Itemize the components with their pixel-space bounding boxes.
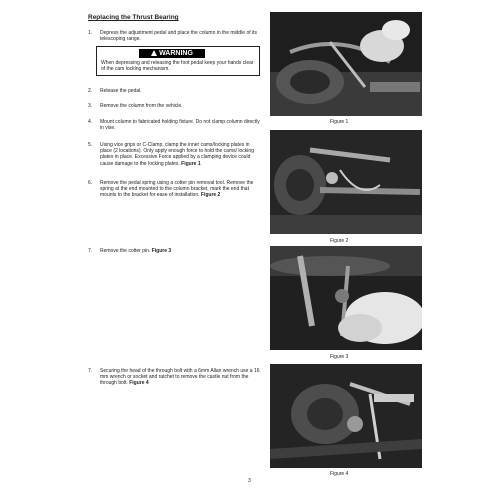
page-number: 3 bbox=[248, 478, 251, 484]
step-text: Using vice grips or C-Clamp, clamp the inner cams/locking plates in place (2 locations). Only apply enough force to hold the cams/ locking plates in place. Excessive Force applied by a clamping device could cause damage to the locking plates. bbox=[100, 142, 254, 167]
warning-triangle-icon bbox=[151, 50, 157, 56]
figure-reference: Figure 1 bbox=[181, 160, 201, 167]
figure-3-photo bbox=[270, 246, 422, 350]
step-number: 5. bbox=[88, 142, 93, 148]
figure-4-caption: Figure 4 bbox=[330, 471, 349, 477]
step-number: 7. bbox=[88, 368, 93, 374]
warning-header bbox=[139, 49, 205, 58]
step-number: 7. bbox=[88, 248, 93, 254]
warning-label: WARNING bbox=[159, 50, 193, 57]
figure-1-photo bbox=[270, 12, 422, 116]
figure-reference: Figure 3 bbox=[151, 248, 172, 254]
figure-reference: Figure 4 bbox=[129, 380, 149, 387]
step-number: 4. bbox=[88, 119, 93, 125]
step-number: 2. bbox=[88, 88, 93, 94]
figure-3-caption: Figure 3 bbox=[330, 354, 349, 360]
step-number: 1. bbox=[88, 30, 93, 36]
figure-1-caption: Figure 1 bbox=[330, 119, 349, 125]
figure-reference: Figure 2 bbox=[200, 192, 221, 199]
step-number: 3. bbox=[88, 103, 93, 109]
figure-2-caption: Figure 2 bbox=[330, 238, 349, 244]
step-number: 6. bbox=[88, 180, 93, 186]
step-text: Remove the column from the vehicle. bbox=[100, 103, 183, 109]
page-title: Replacing the Thrust Bearing bbox=[88, 14, 179, 21]
step-text: Remove the cotter pin. bbox=[100, 248, 151, 254]
warning-text: When depressing and releasing the foot pedal keep your hands clear of the cam locking mechanism. bbox=[101, 60, 254, 73]
step-text: Depress the adjustment pedal and place the column in the middle of its telescoping range. bbox=[100, 30, 258, 43]
step-text: Remove the pedal spring using a cotter pin removal tool. Remove the spring at the end mounted to the column bracket, mark the end that mounts to the bracket for ease of installation. bbox=[100, 180, 254, 199]
warning-box bbox=[96, 46, 260, 76]
step-text: Release the pedal. bbox=[100, 88, 142, 94]
figure-4-photo bbox=[270, 364, 422, 468]
step-text: Mount column to fabricated holding fixture. Do not clamp column directly in vise. bbox=[100, 119, 260, 132]
step-text: Securing the head of the through bolt with a 6mm Allan wrench use a 16 mm wrench or socket and ratchet to remove the castle nut from the through bolt. bbox=[100, 368, 260, 387]
figure-2-photo bbox=[270, 130, 422, 234]
